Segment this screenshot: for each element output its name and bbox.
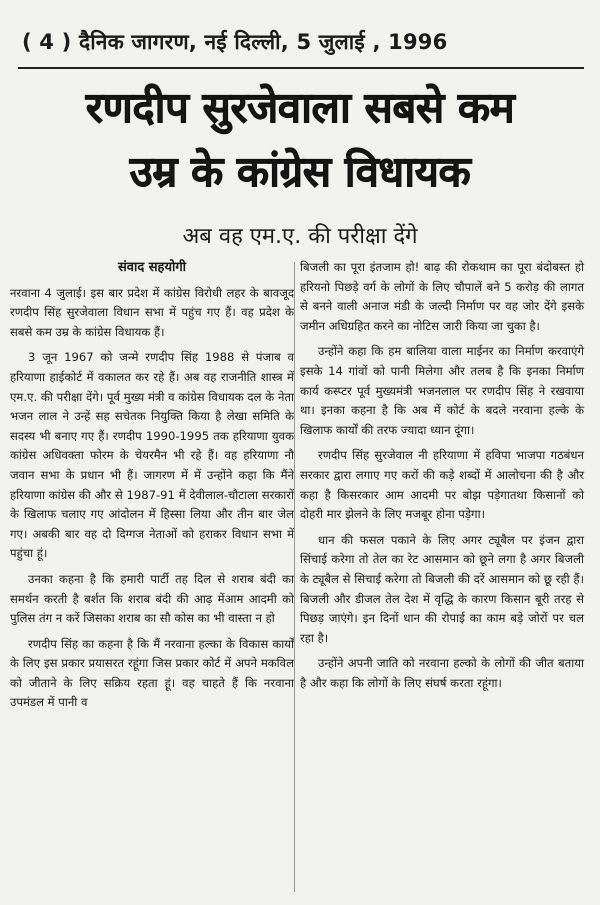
headline-line-2: उम्र के कांग्रेस विधायक [129, 147, 471, 196]
paragraph: उन्होंने अपनी जाति को नरवाना हल्को के लोगों की जीत बताया है और कहा कि लोगों के लिए संघर्ष करता रहूंगा। [300, 656, 584, 690]
paragraph: नरवाना 4 जुलाई। इस बार प्रदेश में कांग्रेस विरोधी लहर के बावजूद रणदीप सिंह सुरजेवाला विधान सभा में पहुंच गए हैं। वह प्रदेश के सबसे कम उम्र के कांग्रेस विधायक हैं। [10, 285, 294, 339]
paragraph: रणदीप सिंह का कहना है कि मैं नरवाना हल्का के विकास कार्यों के लिए इस प्रकार प्रयासरत रहूंगा जिस प्रकार कोर्ट में अपने मकविल को जीताने के लिए सक्रिय रहता हूं। वह चाहते हैं कि नरवाना उपमंडल में पानी व [10, 636, 294, 710]
headline-line-1: रणदीप सुरजेवाला सबसे कम [85, 83, 515, 132]
paragraph: उनका कहना है कि हमारी पार्टी तह दिल से शराब बंदी का समर्थन करती है बर्शत कि शराब बंदी की आढ़ मेंआम आदमी को पुलिस तंग न करें जिसका शराब का सौ कोस का भी वास्ता न हो [10, 571, 294, 626]
byline: संवाद सहयोगी [117, 260, 187, 275]
header-rule [18, 67, 584, 69]
page-number: ( 4 ) [22, 30, 72, 54]
paragraph: धान की फसल पकाने के लिए अगर ट्यूबैल पर इंजन द्वारा सिंचाई करेगा तो तेल का रेट आसमान को छूने लगा है अगर बिजली के ट्यूबैल से सिचाई करेगा तो बिजली की दरें आसमान को छू रही हैं। बिजली और डीजल तेल देश में वृद्धि के कारण किसान बूरी तरह से पिछड़ जाएंगे। इन दिनों धान की रोपाई का काम बड़े जोरों पर चल रहा है। [300, 532, 584, 645]
article-column-left [10, 258, 294, 719]
newspaper-name: दैनिक जागरण [78, 30, 189, 54]
place-and-date: , नई दिल्ली, 5 जुलाई , 1996 [188, 30, 448, 54]
article-column-right [300, 258, 584, 699]
subheadline: अब वह एम.ए. की परीक्षा देंगे [182, 224, 418, 249]
masthead-line [22, 28, 582, 62]
paragraph: बिजली का पूरा इंतजाम हो! बाढ़ की रोकथाम का पूरा बंदोबस्त हो हरियनो पिछड़े वर्ग के लोगों के लिए चौपालें बने 5 करोड़ की लागत से बनने वाली अनाज मंडी के जल्दी निर्माण पर वह जोर देंगे इसके जमीन अधिग्रहित करने का नोटिस जारी किया जा चुका है। [300, 260, 584, 333]
paragraph: रणदीप सिंह सुरजेवाल नी हरियाणा में हविपा भाजपा गठबंधन सरकार द्वारा लगाए गए करों की कड़े शब्दों में आलोचना की है और कहा है किसरकार आम आदमी पर बोझ पड़ेगातथा किसानों को दोहरी मार झेलने के लिए मजबूर होना पड़ेगा। [300, 448, 584, 522]
paragraph: उन्होंने कहा कि हम बालिया वाला माईनर का निर्माण करवाएंगे इसके 14 गांवों को पानी मिलेगा और तलब है कि इनका निर्माण कार्य कस्प्टर पूर्व मुख्यमंत्री भजनलाल पर रणदीप सिंह ने रखवाया था। इनका कहना है कि अब में कोर्ट के बदले नरवाना हल्के के खिलाफ कार्यों की तरफ ज्यादा ध्यान दूंगा। [300, 344, 584, 437]
paragraph: 3 जून 1967 को जन्मे रणदीप सिंह 1988 से पंजाब व हरियाणा हाईकोर्ट में वकालत कर रहे हैं। अब वह राजनीति शास्त्र में एम.ए. की परीक्षा देंगे। पूर्व मुख्य मंत्री व कांग्रेस विधायक दल के नेता भजन लाल ने उन्हें सह सचेतक नियुक्ति किया है लेखा समिति के सदस्य भी बनाए गए हैं। रणदीप 1990-1995 तक हरियाणा युवक कांग्रेस अधिवक्ता फोरम के चेयरमैन भी रहे हैं। वह हरियाणा नौ जवान सभा के प्रधान भी हैं। जागरण में में उन्होंने कहा कि मैंने हरियाणा कांग्रेस की और से 1987-91 में देवीलाल-चौटाला सरकारों के खिलाफ चलाए गए आंदोलन में हिस्सा लिया और तीन बार जेल गए। अबकी बार वह दो दिग्गज नेताओं को हराकर विधान सभा में पहुंचा हूं। [10, 350, 294, 561]
column-divider [294, 262, 295, 892]
